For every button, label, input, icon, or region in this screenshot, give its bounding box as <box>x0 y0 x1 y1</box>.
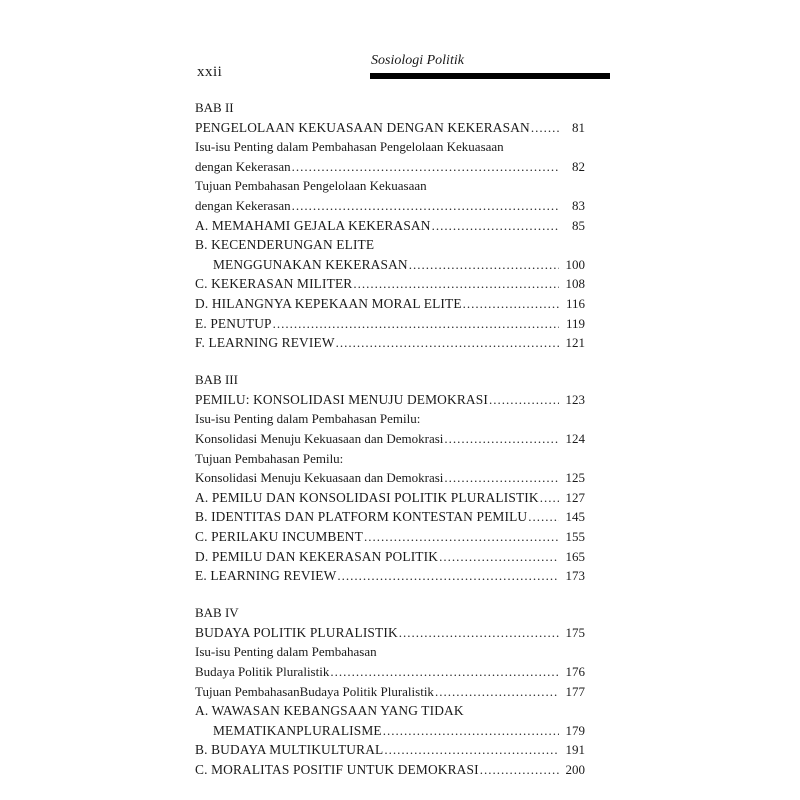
toc-entry-title: Konsolidasi Menuju Kekuasaan dan Demokrasi <box>195 431 444 446</box>
toc-entry-title: Isu-isu Penting dalam Pembahasan Pengelolaan Kekuasaan <box>195 139 504 155</box>
toc-entry-title: Budaya Politik Pluralistik <box>195 664 330 680</box>
toc-entry[interactable] <box>195 139 585 159</box>
toc-entry[interactable] <box>195 296 585 316</box>
toc-entry-title: dengan Kekerasan <box>195 197 291 213</box>
toc-entry[interactable] <box>195 762 585 782</box>
toc-entry[interactable] <box>195 509 585 529</box>
chapter-heading <box>195 605 585 625</box>
dot-leader <box>463 296 559 312</box>
toc-entry[interactable] <box>195 237 585 257</box>
toc-entry-page: 145 <box>565 509 585 525</box>
toc-entry-page: 116 <box>565 295 585 311</box>
toc-entry-title: A. MEMAHAMI GEJALA KEKERASAN <box>195 217 431 233</box>
dot-leader <box>384 742 559 758</box>
toc-entry[interactable] <box>195 335 585 355</box>
toc-entry-page: 200 <box>565 762 585 777</box>
dot-leader <box>353 276 559 292</box>
toc-entry-page: 155 <box>565 528 585 544</box>
dot-leader <box>444 470 559 486</box>
toc-entry-title: dengan Kekerasan <box>195 158 291 174</box>
toc-entry[interactable] <box>195 411 585 431</box>
toc-entry-page: 173 <box>565 568 585 584</box>
toc-entry-title: Isu-isu Penting dalam Pembahasan Pemilu: <box>195 411 421 427</box>
toc-entry-page: 125 <box>565 470 585 486</box>
toc-entry-page: 176 <box>565 664 585 680</box>
page-number: xxii <box>197 64 223 80</box>
dot-leader <box>444 431 559 447</box>
toc-entry[interactable] <box>195 703 585 723</box>
toc-entry[interactable] <box>195 644 585 664</box>
dot-leader <box>435 684 559 700</box>
toc-entry-title: B. BUDAYA MULTIKULTURAL <box>195 742 384 758</box>
toc-entry[interactable] <box>195 470 585 490</box>
toc-entry[interactable] <box>195 625 585 645</box>
table-of-contents <box>195 100 585 799</box>
toc-entry-title: A. PEMILU DAN KONSOLIDASI POLITIK PLURALISTIK <box>195 489 539 505</box>
dot-leader <box>383 723 559 739</box>
toc-entry-title: Tujuan Pembahasan Pengelolaan Kekuasaan <box>195 178 427 194</box>
toc-entry[interactable] <box>195 276 585 296</box>
toc-entry[interactable] <box>195 120 585 140</box>
toc-entry-title: Konsolidasi Menuju Kekuasaan dan Demokrasi <box>195 470 444 486</box>
toc-entry-page: 81 <box>572 119 585 135</box>
header-rule <box>370 73 610 79</box>
chapter-label: BAB II <box>195 100 234 115</box>
toc-entry-title: F. LEARNING REVIEW <box>195 335 335 351</box>
dot-leader <box>330 664 559 680</box>
toc-entry[interactable] <box>195 568 585 588</box>
toc-entry[interactable] <box>195 316 585 336</box>
toc-entry-title: Isu-isu Penting dalam Pembahasan <box>195 644 377 660</box>
toc-entry-page: 175 <box>565 624 585 640</box>
toc-entry[interactable] <box>195 198 585 218</box>
toc-entry-title: PEMILU: KONSOLIDASI MENUJU DEMOKRASI <box>195 391 488 407</box>
toc-entry-page: 119 <box>565 315 585 331</box>
toc-entry-page: 108 <box>565 276 585 292</box>
toc-entry[interactable] <box>195 392 585 412</box>
dot-leader <box>540 490 559 506</box>
toc-entry-page: 179 <box>565 722 585 738</box>
toc-entry-title: B. IDENTITAS DAN PLATFORM KONTESTAN PEMILU <box>195 509 528 525</box>
toc-entry-page: 177 <box>565 683 585 699</box>
toc-entry-title: MENGGUNAKAN KEKERASAN <box>213 256 408 272</box>
toc-entry-page: 85 <box>572 217 585 233</box>
dot-leader <box>292 198 559 214</box>
dot-leader <box>480 762 559 778</box>
toc-entry-page: 123 <box>565 391 585 407</box>
dot-leader <box>439 549 559 565</box>
toc-entry-title: D. PEMILU DAN KEKERASAN POLITIK <box>195 548 439 564</box>
toc-entry[interactable] <box>195 159 585 179</box>
toc-chapter-section <box>195 372 585 588</box>
toc-entry-title: MEMATIKANPLURALISME <box>213 722 382 738</box>
toc-entry[interactable] <box>195 490 585 510</box>
dot-leader <box>292 159 559 175</box>
toc-entry[interactable] <box>195 431 585 451</box>
toc-entry[interactable] <box>195 664 585 684</box>
dot-leader <box>273 316 559 332</box>
toc-entry[interactable] <box>195 549 585 569</box>
toc-entry-title: B. KECENDERUNGAN ELITE <box>195 237 375 253</box>
dot-leader <box>528 509 559 525</box>
dot-leader <box>364 529 559 545</box>
toc-entry[interactable] <box>195 684 585 704</box>
toc-entry-title: Tujuan PembahasanBudaya Politik Pluralistik <box>195 683 434 699</box>
toc-entry-page: 121 <box>565 335 585 351</box>
dot-leader <box>432 218 559 234</box>
toc-entry-title: C. KEKERASAN MILITER <box>195 276 353 292</box>
toc-entry-title: C. MORALITAS POSITIF UNTUK DEMOKRASI <box>195 762 479 777</box>
dot-leader <box>399 625 559 641</box>
toc-entry-title: Tujuan Pembahasan Pemilu: <box>195 450 344 466</box>
toc-entry[interactable] <box>195 218 585 238</box>
toc-entry[interactable] <box>195 257 585 277</box>
toc-entry-title: C. PERILAKU INCUMBENT <box>195 528 363 544</box>
dot-leader <box>337 568 559 584</box>
toc-entry-title: E. LEARNING REVIEW <box>195 568 337 584</box>
dot-leader <box>531 120 559 136</box>
toc-entry[interactable] <box>195 178 585 198</box>
toc-entry-title: PENGELOLAAN KEKUASAAN DENGAN KEKERASAN <box>195 119 530 135</box>
chapter-heading <box>195 100 585 120</box>
toc-entry[interactable] <box>195 742 585 762</box>
toc-entry-title: A. WAWASAN KEBANGSAAN YANG TIDAK <box>195 703 464 719</box>
running-title: Sosiologi Politik <box>371 53 464 68</box>
chapter-heading <box>195 372 585 392</box>
dot-leader <box>336 335 559 351</box>
toc-entry-page: 165 <box>565 548 585 564</box>
toc-chapter-section <box>195 605 585 781</box>
dot-leader <box>409 257 559 273</box>
chapter-label: BAB IV <box>195 605 239 621</box>
toc-entry-page: 127 <box>565 489 585 505</box>
toc-entry-title: E. PENUTUP <box>195 315 272 331</box>
toc-entry-page: 83 <box>572 197 585 213</box>
toc-chapter-section <box>195 100 585 355</box>
toc-entry[interactable] <box>195 451 585 471</box>
dot-leader <box>489 392 559 408</box>
toc-entry[interactable] <box>195 529 585 549</box>
chapter-label: BAB III <box>195 372 238 388</box>
toc-entry-title: BUDAYA POLITIK PLURALISTIK <box>195 624 398 640</box>
toc-entry-page: 100 <box>565 256 585 272</box>
toc-entry-title: D. HILANGNYA KEPEKAAN MORAL ELITE <box>195 295 462 311</box>
toc-entry[interactable] <box>195 723 585 743</box>
toc-entry-page: 124 <box>565 431 585 446</box>
toc-entry-page: 82 <box>572 158 585 174</box>
toc-entry-page: 191 <box>565 742 585 758</box>
